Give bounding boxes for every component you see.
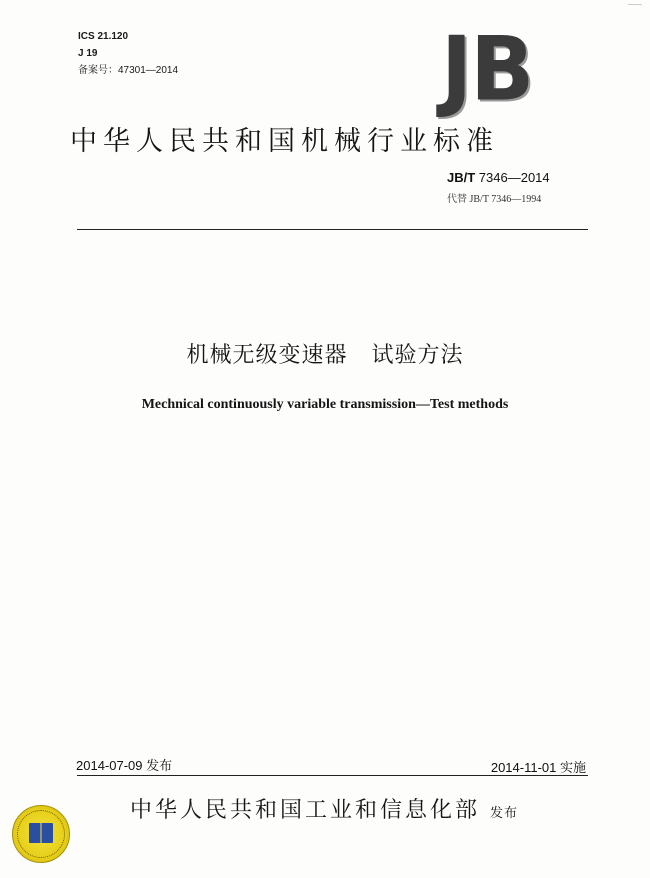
book-icon	[29, 823, 53, 843]
implementation-date: 2014-11-01 实施	[490, 760, 586, 775]
issue-date: 2014-07-09 发布	[76, 758, 173, 773]
classification-block	[78, 28, 178, 79]
ics-code: ICS 21.120	[78, 31, 129, 42]
scan-edge-mark	[628, 4, 642, 13]
publisher	[130, 793, 518, 824]
replaces-standard: 代替 JB/T 7346—1994	[447, 194, 542, 205]
publisher-name: 中华人民共和国工业和信息化部	[130, 798, 481, 823]
english-title: Mechnical continuously variable transmission—Test methods	[141, 397, 509, 412]
class-code: J 19	[78, 48, 98, 59]
header-divider	[77, 229, 588, 230]
chinese-title-part1: 机械无级变速器	[186, 343, 348, 368]
standard-code	[447, 170, 550, 185]
footer-divider	[77, 775, 588, 776]
jb-logo: JB	[441, 17, 533, 121]
chinese-title	[0, 338, 650, 369]
standard-code-number: 7346—2014	[478, 170, 550, 185]
standard-code-prefix: JB/T	[447, 170, 476, 185]
seal-stamp-icon	[12, 805, 70, 863]
record-number: 备案号：47301—2014	[78, 65, 179, 76]
publisher-suffix: 发布	[490, 806, 519, 821]
standard-title: 中华人民共和国机械行业标准	[70, 126, 499, 157]
chinese-title-part2: 试验方法	[371, 343, 464, 368]
